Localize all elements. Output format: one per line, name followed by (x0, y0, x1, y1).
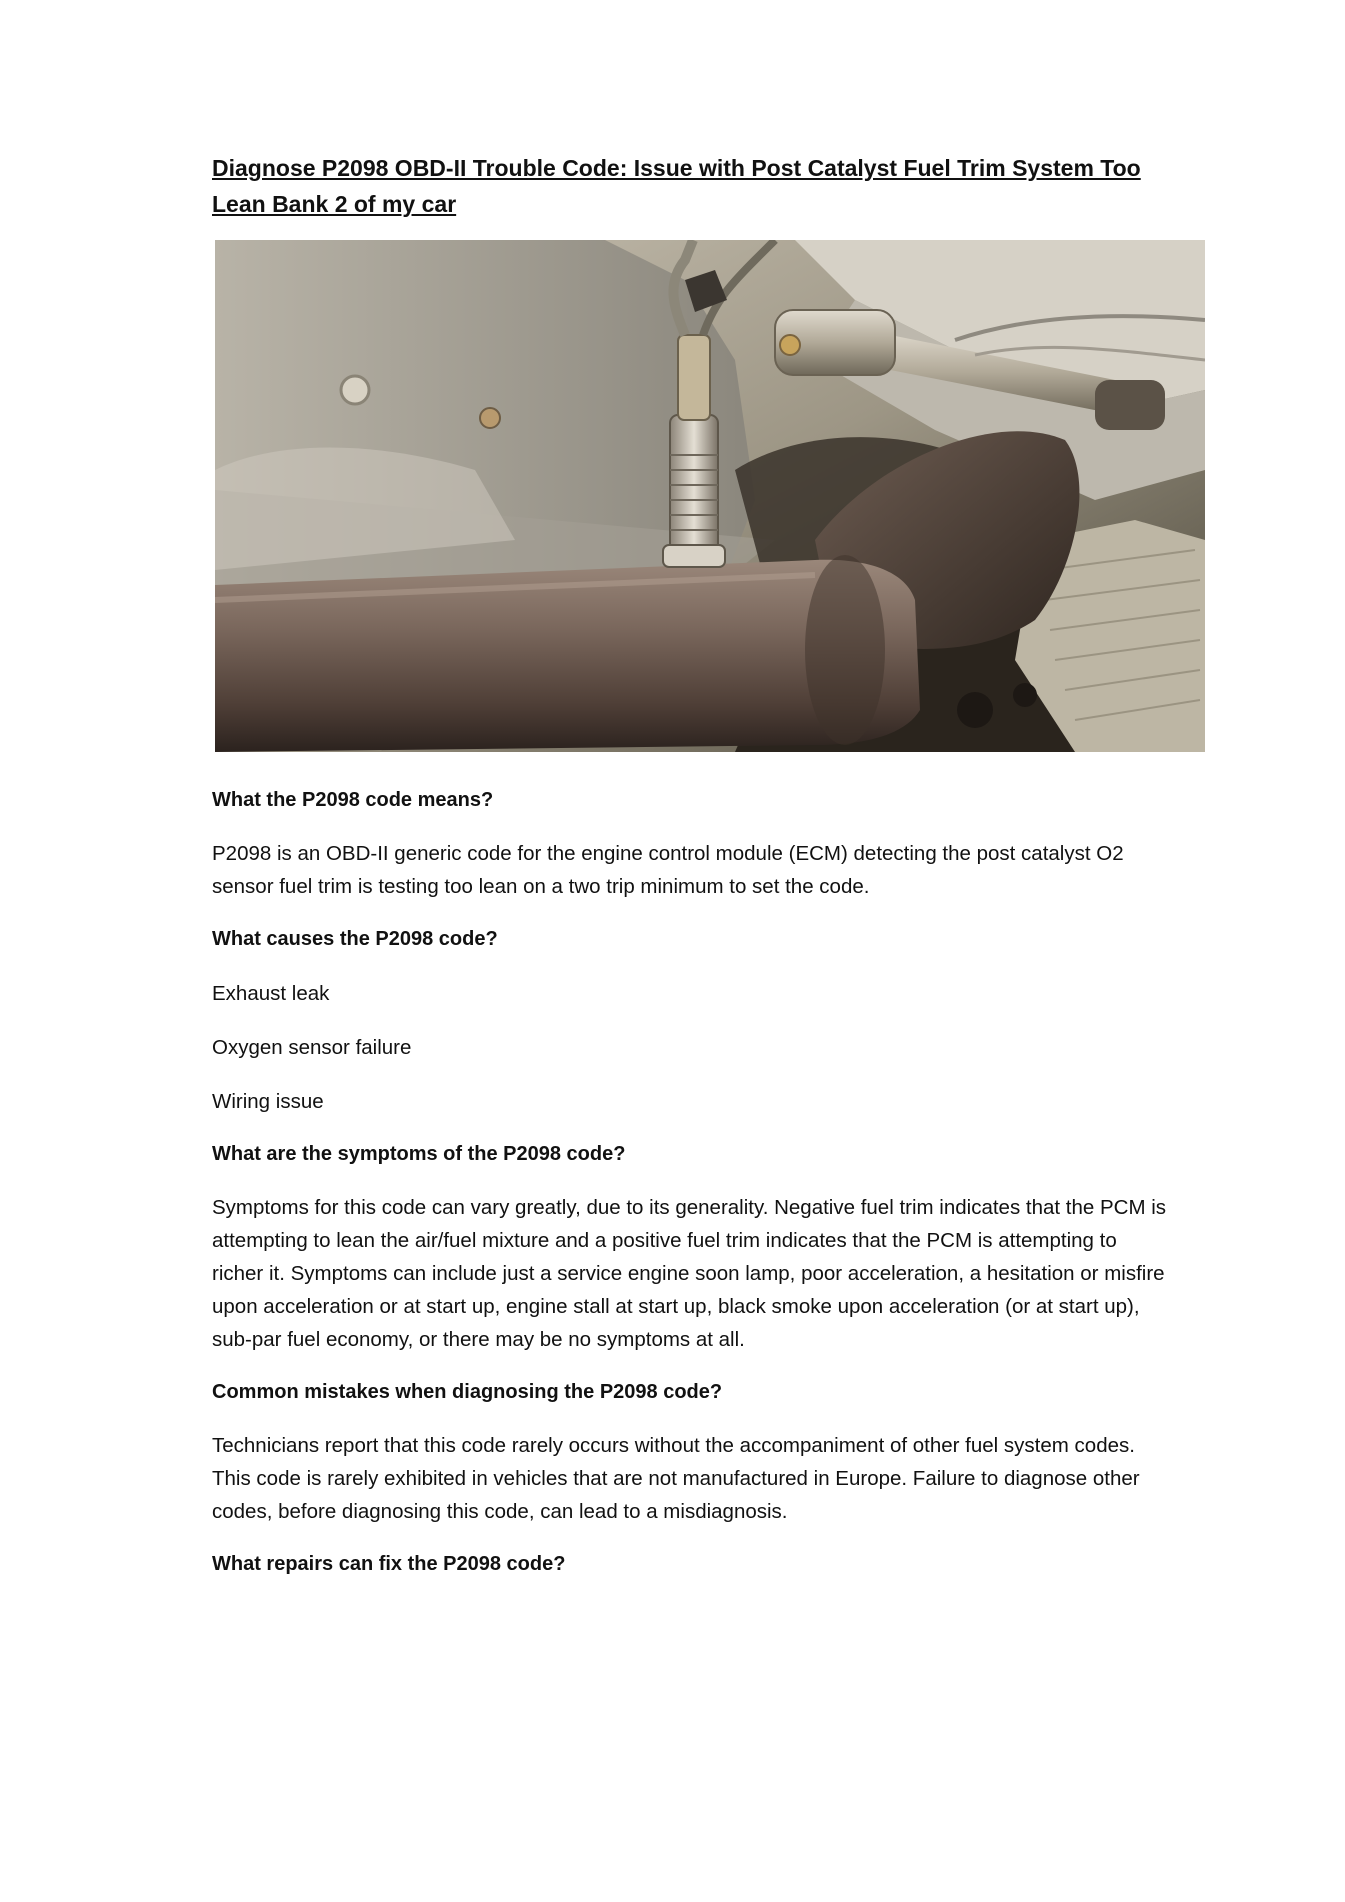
cause-item: Exhaust leak (212, 982, 330, 1005)
paragraph-mistakes: Technicians report that this code rarely occurs without the accompaniment of other fuel system codes. This code is rarely exhibited in vehicles that are not manufactured in Europe. Failure to diagnose other codes, before diagnosing this code, can lead to a misdiagnosis. (212, 1434, 1140, 1523)
section-heading-causes: What causes the P2098 code? (212, 928, 498, 950)
section-heading-repairs: What repairs can fix the P2098 code? (212, 1553, 566, 1575)
cause-item: Wiring issue (212, 1090, 324, 1113)
document-title: Diagnose P2098 OBD-II Trouble Code: Issue with Post Catalyst Fuel Trim System Too Lean Bank 2 of my car (212, 155, 1141, 217)
paragraph-symptoms: Symptoms for this code can vary greatly, due to its generality. Negative fuel trim indicates that the PCM is attempting to lean the air/fuel mixture and a positive fuel trim indicates that the PCM is attempting to richer it. Symptoms can include just a service engine soon lamp, poor acceleration, a hesitation or misfire upon acceleration or at start up, engine stall at start up, black smoke upon acceleration (or at start up), sub-par fuel economy, or there may be no symptoms at all. (212, 1196, 1167, 1351)
paragraph-meaning: P2098 is an OBD-II generic code for the engine control module (ECM) detecting the post catalyst O2 sensor fuel trim is testing too lean on a two trip minimum to set the code. (212, 842, 1124, 898)
section-heading-symptoms: What are the symptoms of the P2098 code? (212, 1143, 626, 1165)
cause-item: Oxygen sensor failure (212, 1036, 412, 1059)
document-page (212, 150, 1172, 1581)
section-heading-meaning: What the P2098 code means? (212, 789, 494, 811)
exhaust-o2-sensor-photo (215, 240, 1205, 752)
section-heading-mistakes: Common mistakes when diagnosing the P2098 code? (212, 1381, 723, 1403)
